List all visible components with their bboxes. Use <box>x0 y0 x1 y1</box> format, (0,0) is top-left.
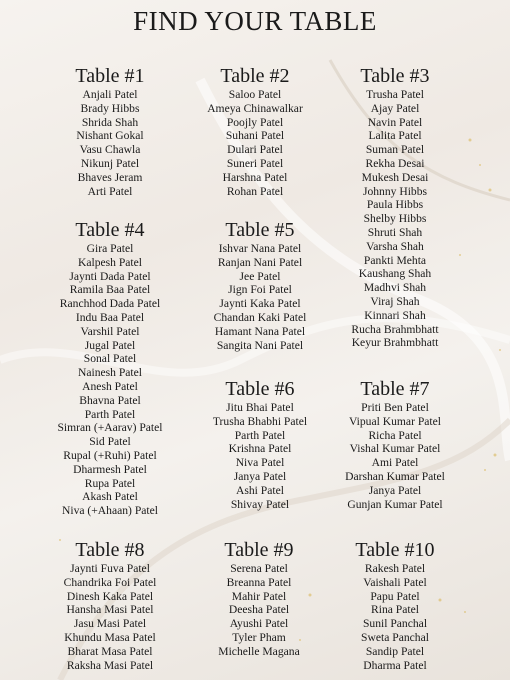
table-9-guest-list <box>184 562 334 659</box>
guest-name: Johnny Hibbs <box>362 184 428 198</box>
guest-name: Jitu Bhai Patel <box>226 401 294 414</box>
table-10-heading: Table #10 <box>355 539 435 561</box>
guest-name: Vasu Chawla <box>79 143 141 157</box>
table-8-guest-list <box>35 562 185 672</box>
guest-name: Anesh Patel <box>82 379 138 393</box>
guest-name: Ajay Patel <box>370 101 420 115</box>
guest-name: Harshna Patel <box>222 170 288 184</box>
guest-name: Navin Patel <box>367 115 423 129</box>
guest-name: Raksha Masi Patel <box>66 658 154 672</box>
guest-name: Shelby Hibbs <box>363 212 427 226</box>
guest-name: Brady Hibbs <box>80 101 140 115</box>
guest-name: Paula Hibbs <box>366 198 424 212</box>
guest-name: Lalita Patel <box>368 129 422 143</box>
guest-name: Niva (+Ahaan) Patel <box>61 504 159 518</box>
table-6-heading: Table #6 <box>225 378 295 400</box>
guest-name: Shivay Patel <box>230 497 290 511</box>
guest-name: Trusha Patel <box>366 88 424 101</box>
guest-name: Janya Patel <box>233 469 287 483</box>
guest-name: Darshan Kumar Patel <box>345 469 445 483</box>
guest-name: Rupal (+Ruhi) Patel <box>63 448 157 462</box>
guest-name: Madhvi Shah <box>363 281 427 295</box>
table-10 <box>320 538 470 672</box>
guest-name: Shrida Shah <box>81 115 139 129</box>
guest-name: Dinesh Kaka Patel <box>66 589 154 603</box>
table-3-heading: Table #3 <box>360 65 430 87</box>
table-9-heading: Table #9 <box>224 539 294 561</box>
guest-name: Jasu Masi Patel <box>73 617 147 631</box>
guest-name: Sid Patel <box>89 435 131 449</box>
table-7 <box>315 377 475 511</box>
guest-name: Rakesh Patel <box>364 562 426 575</box>
guest-name: Rina Patel <box>371 603 419 617</box>
guest-name: Dulari Patel <box>227 143 283 157</box>
guest-name: Ishvar Nana Patel <box>218 242 302 255</box>
guest-name: Michelle Magana <box>218 644 300 658</box>
guest-name: Ayushi Patel <box>229 617 289 631</box>
table-4 <box>30 218 190 518</box>
guest-name: Shruti Shah <box>367 225 423 239</box>
guest-name: Parth Patel <box>234 428 286 442</box>
guest-name: Niva Patel <box>235 456 285 470</box>
guest-name: Chandan Kaki Patel <box>213 310 307 324</box>
guest-name: Parth Patel <box>84 407 136 421</box>
guest-name: Sonal Patel <box>83 352 137 366</box>
table-5 <box>180 218 340 352</box>
guest-name: Viraj Shah <box>370 294 420 308</box>
guest-name: Ranjan Nani Patel <box>217 255 303 269</box>
guest-name: Ranchhod Dada Patel <box>59 297 161 311</box>
guest-name: Rucha Brahmbhatt <box>351 322 439 336</box>
guest-name: Gira Patel <box>86 242 134 255</box>
guest-name: Suhani Patel <box>225 129 285 143</box>
guest-name: Saloo Patel <box>228 88 282 101</box>
guest-name: Nishant Gokal <box>76 129 144 143</box>
guest-name: Bharat Masa Patel <box>67 644 153 658</box>
guest-name: Ashi Patel <box>236 483 284 497</box>
guest-name: Varsha Shah <box>366 239 424 253</box>
table-4-guest-list <box>30 242 190 518</box>
guest-name: Bhaves Jeram <box>77 170 143 184</box>
guest-name: Simran (+Aarav) Patel <box>57 421 163 435</box>
guest-name: Hansha Masi Patel <box>66 603 154 617</box>
table-5-heading: Table #5 <box>225 219 295 241</box>
guest-name: Jugal Patel <box>84 338 136 352</box>
guest-name: Jaynti Kaka Patel <box>219 297 301 311</box>
guest-name: Mahir Patel <box>231 589 287 603</box>
guest-name: Nikunj Patel <box>80 156 140 170</box>
table-2-guest-list <box>180 88 330 198</box>
guest-name: Pankti Mehta <box>363 253 427 267</box>
guest-name: Khundu Masa Patel <box>64 630 156 644</box>
table-2-heading: Table #2 <box>220 65 290 87</box>
guest-name: Suneri Patel <box>226 156 284 170</box>
table-8-heading: Table #8 <box>75 539 145 561</box>
guest-name: Varshil Patel <box>80 324 140 338</box>
guest-name: Sandip Patel <box>365 644 425 658</box>
guest-name: Krishna Patel <box>228 442 292 456</box>
table-7-guest-list <box>315 401 475 511</box>
guest-name: Kinnari Shah <box>364 308 426 322</box>
guest-name: Rekha Desai <box>365 156 425 170</box>
guest-name: Priti Ben Patel <box>361 401 429 414</box>
guest-name: Arti Patel <box>87 184 133 198</box>
table-8 <box>35 538 185 672</box>
guest-name: Breanna Patel <box>226 575 292 589</box>
guest-name: Richa Patel <box>368 428 422 442</box>
table-3 <box>320 64 470 350</box>
guest-name: Vipual Kumar Patel <box>348 414 442 428</box>
guest-name: Tyler Pham <box>232 630 286 644</box>
guest-name: Vishal Kumar Patel <box>349 442 441 456</box>
guest-name: Serena Patel <box>230 562 288 575</box>
table-1 <box>35 64 185 198</box>
table-2 <box>180 64 330 198</box>
guest-name: Bhavna Patel <box>79 393 141 407</box>
guest-name: Kaushang Shah <box>358 267 432 281</box>
guest-name: Sangita Nani Patel <box>216 338 304 352</box>
guest-name: Mukesh Desai <box>361 170 429 184</box>
guest-name: Poojly Patel <box>226 115 284 129</box>
guest-name: Jee Patel <box>239 269 281 283</box>
table-5-guest-list <box>180 242 340 352</box>
guest-name: Nainesh Patel <box>77 366 143 380</box>
guest-name: Dharmesh Patel <box>73 462 147 476</box>
guest-name: Papu Patel <box>370 589 420 603</box>
guest-name: Anjali Patel <box>82 88 138 101</box>
page-title: FIND YOUR TABLE <box>133 6 377 36</box>
table-9 <box>184 538 334 659</box>
table-1-heading: Table #1 <box>75 65 145 87</box>
guest-name: Indu Baa Patel <box>75 310 145 324</box>
guest-name: Rupa Patel <box>84 476 136 490</box>
guest-name: Ami Patel <box>371 456 419 470</box>
guest-name: Deesha Patel <box>228 603 290 617</box>
table-7-heading: Table #7 <box>360 378 430 400</box>
table-1-guest-list <box>35 88 185 198</box>
table-4-heading: Table #4 <box>75 219 145 241</box>
guest-name: Jaynti Dada Patel <box>69 269 151 283</box>
guest-name: Jign Foi Patel <box>228 283 292 297</box>
guest-name: Sunil Panchal <box>362 617 428 631</box>
guest-name: Kalpesh Patel <box>77 255 143 269</box>
guest-name: Gunjan Kumar Patel <box>347 497 443 511</box>
guest-name: Keyur Brahmbhatt <box>351 336 439 350</box>
guest-name: Chandrika Foi Patel <box>63 575 157 589</box>
guest-name: Trusha Bhabhi Patel <box>212 414 308 428</box>
guest-name: Hamant Nana Patel <box>214 324 306 338</box>
guest-name: Dharma Patel <box>363 658 427 672</box>
table-10-guest-list <box>320 562 470 672</box>
guest-name: Jaynti Fuva Patel <box>70 562 150 575</box>
guest-name: Ameya Chinawalkar <box>207 101 303 115</box>
guest-name: Rohan Patel <box>226 184 284 198</box>
guest-name: Vaishali Patel <box>363 575 427 589</box>
table-3-guest-list <box>320 88 470 350</box>
guest-name: Akash Patel <box>82 490 138 504</box>
guest-name: Ramila Baa Patel <box>69 283 151 297</box>
guest-name: Janya Patel <box>368 483 422 497</box>
guest-name: Suman Patel <box>365 143 425 157</box>
guest-name: Sweta Panchal <box>361 630 429 644</box>
